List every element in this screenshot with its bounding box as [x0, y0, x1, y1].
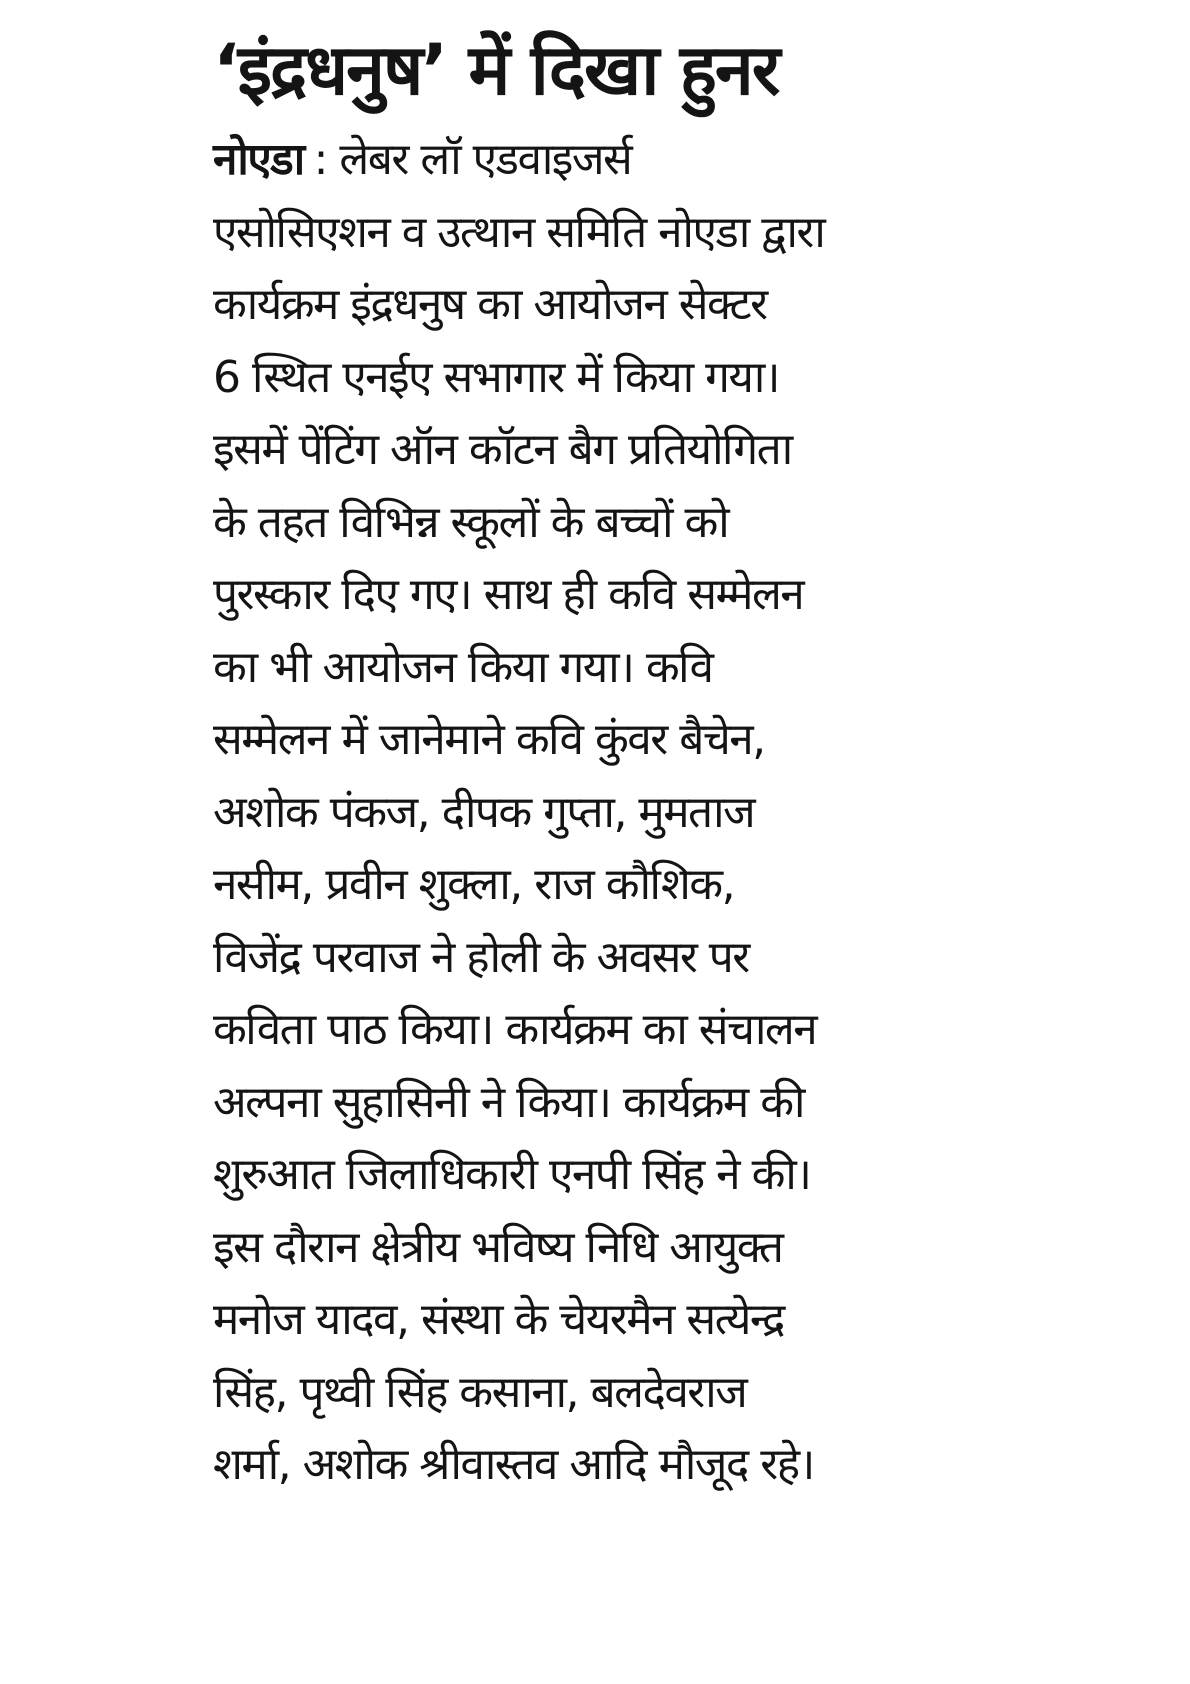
article-line: [213, 124, 993, 197]
dateline-separator: :: [313, 134, 327, 185]
article-line: का भी आयोजन किया गया। कवि: [213, 641, 713, 693]
article-line: शर्मा, अशोक श्रीवास्तव आदि मौजूद रहे।: [213, 1439, 814, 1490]
news-clipping: [213, 22, 993, 1502]
article-line: कार्यक्रम इंद्रधनुष का आयोजन सेक्टर: [213, 279, 767, 330]
article-line: पुरस्कार दिए गए। साथ ही कवि सम्मेलन: [213, 569, 804, 620]
article-body: [213, 124, 993, 1502]
article-line: विजेंद्र परवाज ने होली के अवसर पर: [213, 931, 749, 983]
article-line: अल्पना सुहासिनी ने किया। कार्यक्रम की: [213, 1076, 804, 1128]
article-line: के तहत विभिन्न स्कूलों के बच्चों को: [213, 496, 729, 548]
article-line: एसोसिएशन व उत्थान समिति नोएडा द्वारा: [213, 206, 825, 258]
article-line: शुरुआत जिलाधिकारी एनपी सिंह ने की।: [213, 1149, 811, 1200]
article-line: सम्मेलन में जानेमाने कवि कुंवर बैचेन,: [213, 714, 765, 765]
article-line-text: लेबर लॉ एडवाइजर्स: [339, 134, 632, 185]
article-line: कविता पाठ किया। कार्यक्रम का संचालन: [213, 1004, 817, 1055]
article-line: मनोज यादव, संस्था के चेयरमैन सत्येन्द्र: [213, 1294, 784, 1345]
article-line: 6 स्थित एनईए सभागार में किया गया।: [213, 351, 779, 403]
article-line: इस दौरान क्षेत्रीय भविष्य निधि आयुक्त: [213, 1221, 783, 1273]
dateline: नोएडा: [213, 134, 304, 185]
headline: ‘इंद्रधनुष’ में दिखा हुनर: [213, 29, 779, 111]
article-line: अशोक पंकज, दीपक गुप्ता, मुमताज: [213, 786, 755, 838]
article-line: नसीम, प्रवीन शुक्ला, राज कौशिक,: [213, 859, 735, 910]
article-line: इसमें पेंटिंग ऑन कॉटन बैग प्रतियोगिता: [213, 424, 792, 475]
article-line: सिंह, पृथ्वी सिंह कसाना, बलदेवराज: [213, 1366, 747, 1418]
